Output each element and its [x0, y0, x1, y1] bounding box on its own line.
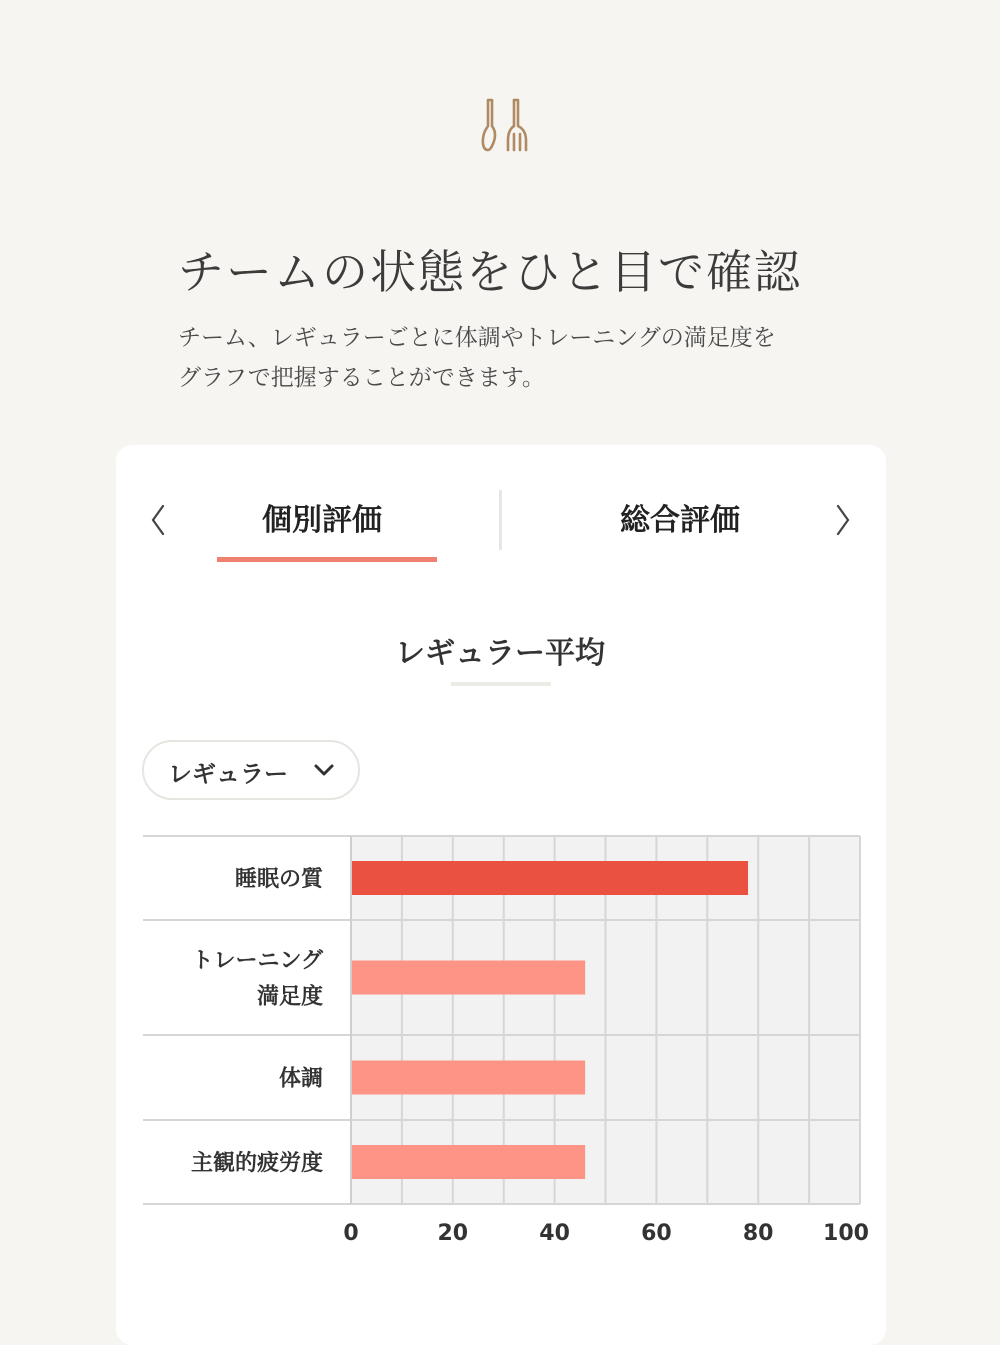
- category-label: トレーニング: [191, 948, 323, 974]
- bar-3: [352, 1145, 585, 1179]
- x-tick-label: 80: [742, 1221, 774, 1246]
- description-line-2: グラフで把握することができます。: [178, 365, 545, 391]
- x-tick-label: 60: [641, 1221, 672, 1246]
- bar-0: [352, 861, 748, 895]
- bar-1: [352, 961, 585, 995]
- category-label: 体調: [278, 1066, 323, 1092]
- x-tick-label: 100: [823, 1221, 869, 1246]
- category-label: 満足度: [256, 984, 323, 1010]
- x-tick-label: 40: [539, 1221, 570, 1246]
- category-label: 主観的疲労度: [190, 1151, 323, 1176]
- page-headline: チームの状態をひと目で確認: [178, 245, 802, 299]
- tab-overall[interactable]: 総合評価: [620, 503, 740, 538]
- tab-individual[interactable]: 個別評価: [262, 503, 382, 538]
- x-tick-label: 0: [343, 1221, 359, 1246]
- category-label: 睡眠の質: [234, 867, 323, 892]
- member-filter-value: レギュラー: [168, 760, 288, 788]
- description-line-1: チーム、レギュラーごとに体調やトレーニングの満足度を: [178, 325, 776, 351]
- section-title: レギュラー平均: [395, 636, 605, 671]
- x-tick-label: 20: [437, 1221, 469, 1246]
- bar-2: [352, 1061, 585, 1095]
